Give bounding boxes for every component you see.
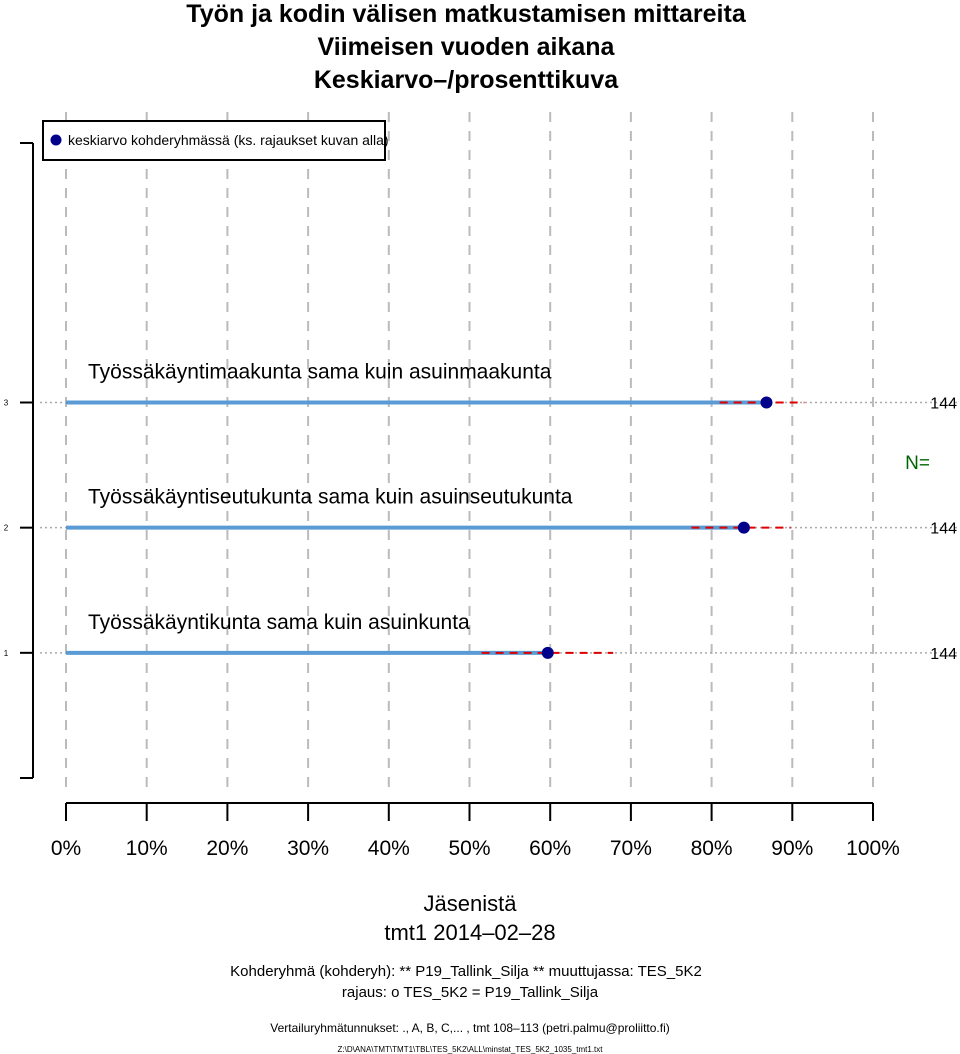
footer-line-1: Kohderyhmä (kohderyh): ** P19_Tallink_Silja ** muuttujassa: TES_5K2 bbox=[230, 963, 702, 980]
x-tick-label: 90% bbox=[771, 837, 814, 860]
x-tick-label: 10% bbox=[125, 837, 168, 860]
x-tick-label: 100% bbox=[846, 837, 900, 860]
x-tick-label: 70% bbox=[609, 837, 652, 860]
row-label: Työssäkäyntikunta sama kuin asuinkunta bbox=[88, 610, 470, 634]
row-index-label: 3 bbox=[3, 398, 9, 408]
footer-line-3: Vertailuryhmätunnukset: ., A, B, C,... , tmt 108–113 (petri.palmu@proliitto.fi) bbox=[270, 1021, 670, 1035]
x-tick-label: 80% bbox=[690, 837, 733, 860]
x-tick-label: 50% bbox=[448, 837, 491, 860]
footer-line-2: rajaus: o TES_5K2 = P19_Tallink_Silja bbox=[341, 984, 599, 1001]
row-index-label: 1 bbox=[3, 648, 9, 658]
row-point bbox=[542, 647, 554, 659]
grid-lines bbox=[66, 112, 873, 790]
chart-title-line-2: Viimeisen vuoden aikana bbox=[317, 33, 615, 61]
legend bbox=[43, 121, 389, 160]
footer-line-4: Z:\D\ANA\TMT\TMT1\TBL\TES_5K2\ALL\minstat_TES_5K2_1035_tmt1.txt bbox=[337, 1045, 603, 1054]
x-tick-label: 60% bbox=[529, 837, 572, 860]
n-header: N= bbox=[905, 453, 930, 474]
left-axis bbox=[20, 143, 33, 778]
row bbox=[4, 611, 957, 663]
x-tick-label: 0% bbox=[50, 837, 82, 860]
row-n-value: 144 bbox=[930, 395, 957, 413]
row-label: Työssäkäyntiseutukunta sama kuin asuinseutukunta bbox=[88, 485, 573, 509]
row-index-label: 2 bbox=[3, 523, 9, 533]
row-n-value: 144 bbox=[930, 645, 957, 663]
row-point bbox=[738, 522, 750, 534]
x-tick-label: 30% bbox=[287, 837, 330, 860]
row-label: Työssäkäyntimaakunta sama kuin asuinmaakunta bbox=[88, 360, 552, 384]
x-tick-label: 40% bbox=[367, 837, 410, 860]
legend-point-icon bbox=[51, 135, 62, 146]
x-axis-label-line-1: Jäsenistä bbox=[423, 891, 517, 916]
x-axis bbox=[51, 803, 900, 860]
x-axis-label-line-2: tmt1 2014–02–28 bbox=[384, 920, 556, 945]
chart-title-line-3: Keskiarvo–/prosenttikuva bbox=[313, 66, 619, 94]
x-tick-label: 20% bbox=[206, 837, 249, 860]
chart-title-line-1: Työn ja kodin välisen matkustamisen mittareita bbox=[186, 0, 746, 28]
row-point bbox=[760, 397, 772, 409]
row-n-value: 144 bbox=[930, 520, 957, 538]
legend-label: keskiarvo kohderyhmässä (ks. rajaukset kuvan alla) bbox=[68, 132, 389, 148]
